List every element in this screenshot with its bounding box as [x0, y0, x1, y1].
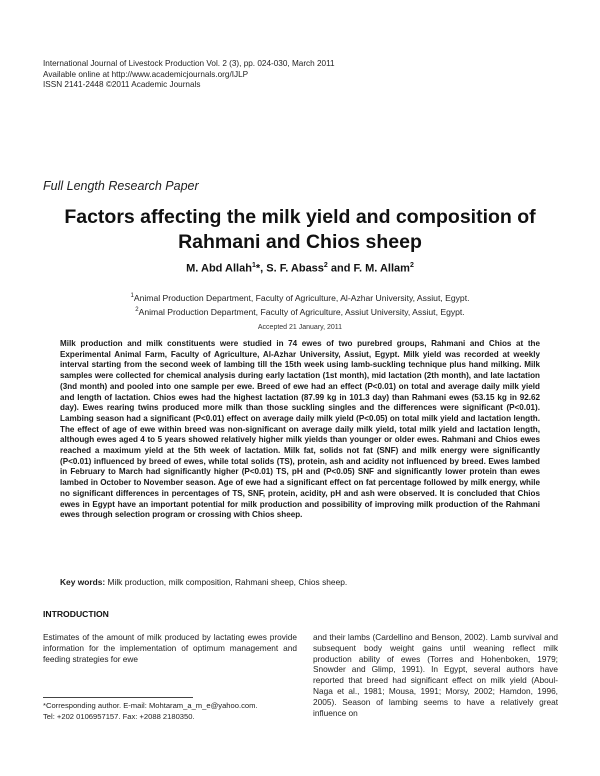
- author-affiliation-mark: 2: [323, 262, 328, 269]
- footnote-phone: Tel: +202 0106957157. Fax: +2088 2180350.: [43, 711, 195, 721]
- journal-issn: ISSN 2141-2448 ©2011 Academic Journals: [43, 80, 201, 89]
- accepted-date: Accepted 21 January, 2011: [257, 324, 343, 331]
- footnote-email: *Corresponding author. E-mail: Mohtaram_a_m_e@yahoo.com.: [43, 701, 258, 710]
- keywords-label: Key words:: [60, 577, 106, 587]
- keywords: [60, 577, 540, 587]
- affiliation-number: 1: [130, 293, 134, 299]
- affiliation-list: [40, 290, 560, 318]
- body-text-right-column: and their lambs (Cardellino and Benson, 2002). Lamb survival and subsequent body weight gains until weaning reflect milk production ability of ewes (Torres and Hohenboken, 1979; Snowder and Glimp, 1991). In Egypt, several authors have reported that breed had significant effect on milk yield (Aboul-Naga et al., 1981; Mousa, 1991; Morsy, 2002; Hamdon, 1996, 2005). Season of lambing seems to have a relatively great influence on: [313, 632, 558, 718]
- author-name: M. Abd Allah: [186, 262, 252, 275]
- footnote-divider: [43, 697, 193, 698]
- author-affiliation-mark: 2: [409, 262, 414, 269]
- author-list: [40, 262, 560, 275]
- corresponding-author-mark: *: [255, 262, 261, 275]
- affiliation-text: Animal Production Department, Faculty of Agriculture, Al-Azhar University, Assiut, Egypt.: [133, 292, 470, 303]
- author-name: S. F. Abass: [266, 262, 324, 275]
- corresponding-author-footnote: [43, 701, 303, 722]
- author-separator: and: [327, 262, 354, 275]
- abstract: Milk production and milk constituents were studied in 74 ewes of two purebred groups, Rahmani and Chios at the Experimental Animal Farm, Faculty of Agriculture, Al-Azhar University, Assiut, Egypt. Milk yield was recorded at weekly interval starting from the second week of lambing till the 15th week using lamb-suckling technique plus hand milking. Milk samples were collected for chemical analysis during early lactation (1st month), mid lactation (2th month), and late lactation (3nd month) and pooled into one sample per ewe. Breed of ewe had an effect (P<0.01) on total and average daily milk yield and length of lactation. Chios ewes had the highest lactation (87.99 kg in 101.3 day) than Rahmani ewes (53.15 kg in 92.62 day). Ewes rearing twins produced more milk than those suckling singles and the differences were significant (P<0.01). Lambing season had a significant (P<0.01) effect on average daily milk yield (P<0.05) on total milk yield and lactation length. The effect of age of ewe within breed was non-significant on average daily milk yield, total milk yield and lactation length, although ewes aged 4 to 5 years showed relatively higher milk yields than younger or older ewes. Rahmani and Chios ewes reached a maximum yield at the 5th week of lactation. Milk fat, solids not fat (SNF) and milk energy were significantly (P<0.01) influenced by breed of ewes, while total solids (TS), protein, ash and acidity not influenced by breed. Ewes lambed in February to March had significantly higher (P<0.01) TS, pH and (P<0.05) SNF and significantly lower protein than ewes lambed in October to November season. Age of ewe had a significant effect on fat percentage followed by milk energy, while no significant differences in percentages of TS, SNF, protein, acidity, pH and ash were observed. It is concluded that Chios ewes in Egypt have an important potential for milk production and possibility of improving milk production of the Rahmani ewes through selection program or crossing with Chios sheep.: [60, 339, 540, 520]
- affiliation-text: Animal Production Department, Faculty of Agriculture, Assiut University, Assiut, Egypt.: [138, 306, 465, 317]
- affiliation-item: [40, 304, 560, 318]
- body-text-left-column: Estimates of the amount of milk produced by lactating ewes provide information for the implementation of optimum management and feeding strategies for ewe: [43, 632, 297, 664]
- affiliation-item: [40, 290, 560, 304]
- journal-online-url: Available online at http://www.academicjournals.org/IJLP: [43, 69, 249, 79]
- paper-type-label: Full Length Research Paper: [43, 179, 199, 193]
- affiliation-number: 2: [135, 306, 139, 313]
- author-affiliation-mark: 1: [251, 262, 256, 269]
- section-heading-introduction: INTRODUCTION: [43, 609, 109, 619]
- keywords-text: Milk production, milk composition, Rahmani sheep, Chios sheep.: [105, 577, 348, 587]
- author-name: F. M. Allam: [353, 262, 410, 275]
- paper-title: Factors affecting the milk yield and composition of Rahmani and Chios sheep: [64, 206, 536, 253]
- author-separator: ,: [260, 262, 267, 275]
- journal-header: [43, 59, 335, 91]
- journal-citation: International Journal of Livestock Production Vol. 2 (3), pp. 024-030, March 2011: [43, 59, 335, 68]
